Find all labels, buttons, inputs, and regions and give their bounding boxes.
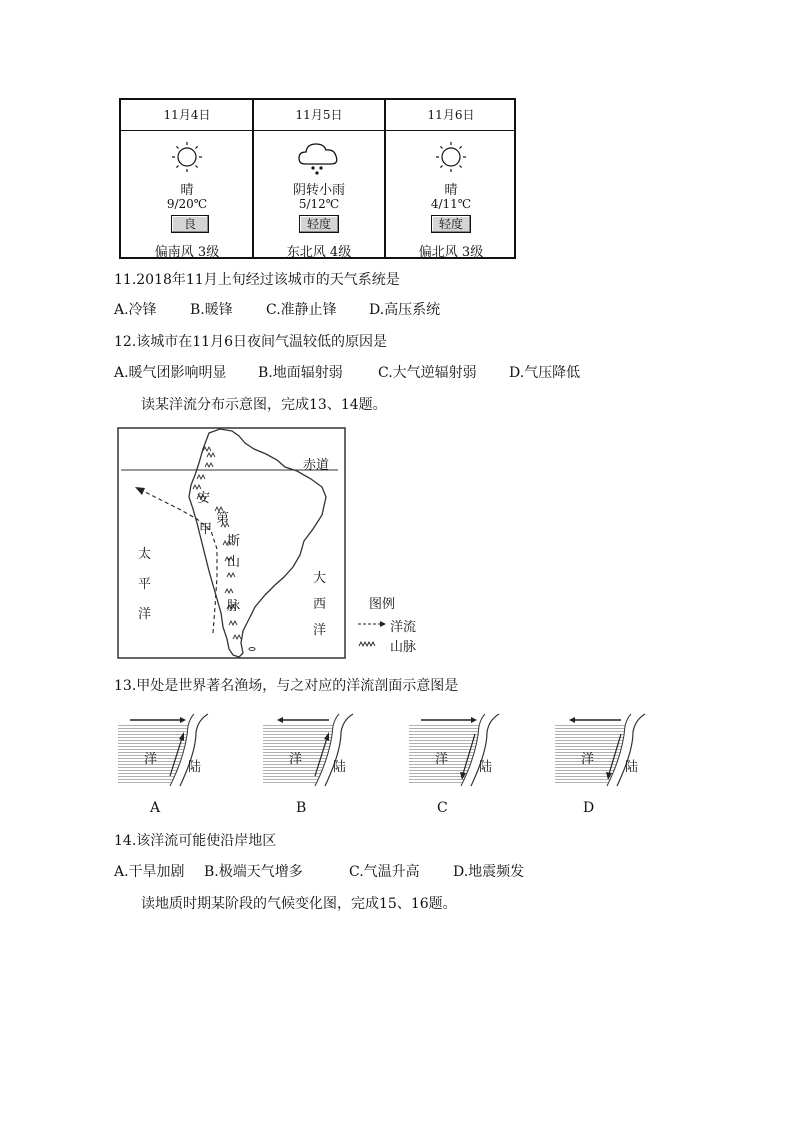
temperature-text: 5/12℃ (298, 197, 340, 211)
temperature-text: 9/20℃ (166, 197, 208, 211)
andes-label-1: 安 (197, 491, 211, 506)
sun-icon (121, 137, 253, 177)
ocean-label: 洋 (581, 752, 595, 767)
q12-option-a[interactable]: A.暖气团影响明显 (114, 365, 227, 381)
ocean-label: 洋 (289, 752, 303, 767)
day-column-nov6 (385, 131, 517, 259)
question-14-stem: 14.该洋流可能使沿岸地区 (114, 833, 277, 849)
air-quality-badge: 轻度 (299, 215, 339, 233)
weather-forecast-table (119, 98, 516, 259)
day-column-nov4 (121, 131, 253, 259)
atlantic-label-1: 大 (313, 571, 327, 586)
date-nov5: 11月5日 (295, 108, 343, 122)
day-column-nov5 (253, 131, 385, 259)
section-diagram-b[interactable] (263, 712, 363, 788)
temperature-text: 4/11℃ (430, 197, 472, 211)
cloud-rain-icon (253, 137, 385, 177)
section-label-a: A (150, 800, 161, 816)
q14-option-a[interactable]: A.干旱加剧 (114, 864, 185, 880)
q11-option-a[interactable]: A.冷锋 (114, 302, 157, 318)
ocean-current-map (117, 427, 346, 659)
section-c-graphic (409, 712, 509, 788)
condition-text: 阴转小雨 (292, 183, 345, 198)
question-12-stem: 12.该城市在11月6日夜间气温较低的原因是 (114, 334, 387, 350)
andes-label-2: 第 (216, 511, 230, 526)
land-label: 陆 (188, 760, 202, 775)
section-b-graphic (263, 712, 363, 788)
section-d-graphic (555, 712, 655, 788)
point-jia-label: 甲 (199, 522, 213, 537)
condition-text: 晴 (444, 183, 458, 198)
intro-13-14: 读某洋流分布示意图，完成13、14题。 (141, 397, 387, 413)
land-label: 陆 (333, 760, 347, 775)
date-nov4: 11月4日 (163, 108, 211, 122)
q12-option-b[interactable]: B.地面辐射弱 (258, 365, 343, 381)
wind-text: 东北风 4级 (286, 245, 352, 260)
q11-option-c[interactable]: C.准静止锋 (266, 302, 337, 318)
andes-label-3: 斯 (227, 534, 241, 549)
section-label-b: B (296, 800, 307, 816)
q14-option-d[interactable]: D.地震频发 (453, 864, 525, 880)
section-diagram-c[interactable] (409, 712, 509, 788)
equator-label: 赤道 (303, 458, 330, 473)
atlantic-label-3: 洋 (313, 623, 327, 638)
atlantic-label-2: 西 (313, 597, 327, 612)
section-label-c: C (437, 800, 448, 816)
land-label: 陆 (479, 760, 493, 775)
q12-option-d[interactable]: D.气压降低 (509, 365, 581, 381)
section-diagram-d[interactable] (555, 712, 655, 788)
legend-title: 图例 (369, 597, 396, 612)
section-a-graphic (118, 712, 218, 788)
wind-text: 偏北风 3级 (418, 245, 484, 260)
condition-text: 晴 (180, 183, 194, 198)
legend-current-label: 洋流 (390, 620, 417, 635)
land-label: 陆 (625, 760, 639, 775)
q11-option-b[interactable]: B.暖锋 (190, 302, 233, 318)
intro-15-16: 读地质时期某阶段的气候变化图，完成15、16题。 (141, 896, 457, 912)
legend-mountain-label: 山脉 (390, 640, 417, 655)
question-11-stem: 11.2018年11月上旬经过该城市的天气系统是 (114, 272, 400, 288)
date-nov6: 11月6日 (427, 108, 475, 122)
section-diagram-a[interactable] (118, 712, 218, 788)
air-quality-badge: 良 (171, 215, 209, 233)
question-13-stem: 13.甲处是世界著名渔场，与之对应的洋流剖面示意图是 (114, 678, 459, 694)
q14-option-c[interactable]: C.气温升高 (349, 864, 420, 880)
andes-label-5: 脉 (227, 599, 241, 614)
section-label-d: D (583, 800, 595, 816)
ocean-label: 洋 (144, 752, 158, 767)
air-quality-badge: 轻度 (431, 215, 471, 233)
pacific-label-3: 洋 (138, 607, 152, 622)
q11-option-d[interactable]: D.高压系统 (369, 302, 441, 318)
legend-symbols (356, 618, 392, 658)
andes-label-4: 山 (227, 555, 241, 570)
q12-option-c[interactable]: C.大气逆辐射弱 (378, 365, 477, 381)
pacific-label-1: 太 (138, 547, 152, 562)
ocean-label: 洋 (435, 752, 449, 767)
sun-icon (385, 137, 517, 177)
pacific-label-2: 平 (138, 577, 152, 592)
q14-option-b[interactable]: B.极端天气增多 (204, 864, 303, 880)
wind-text: 偏南风 3级 (154, 245, 220, 260)
